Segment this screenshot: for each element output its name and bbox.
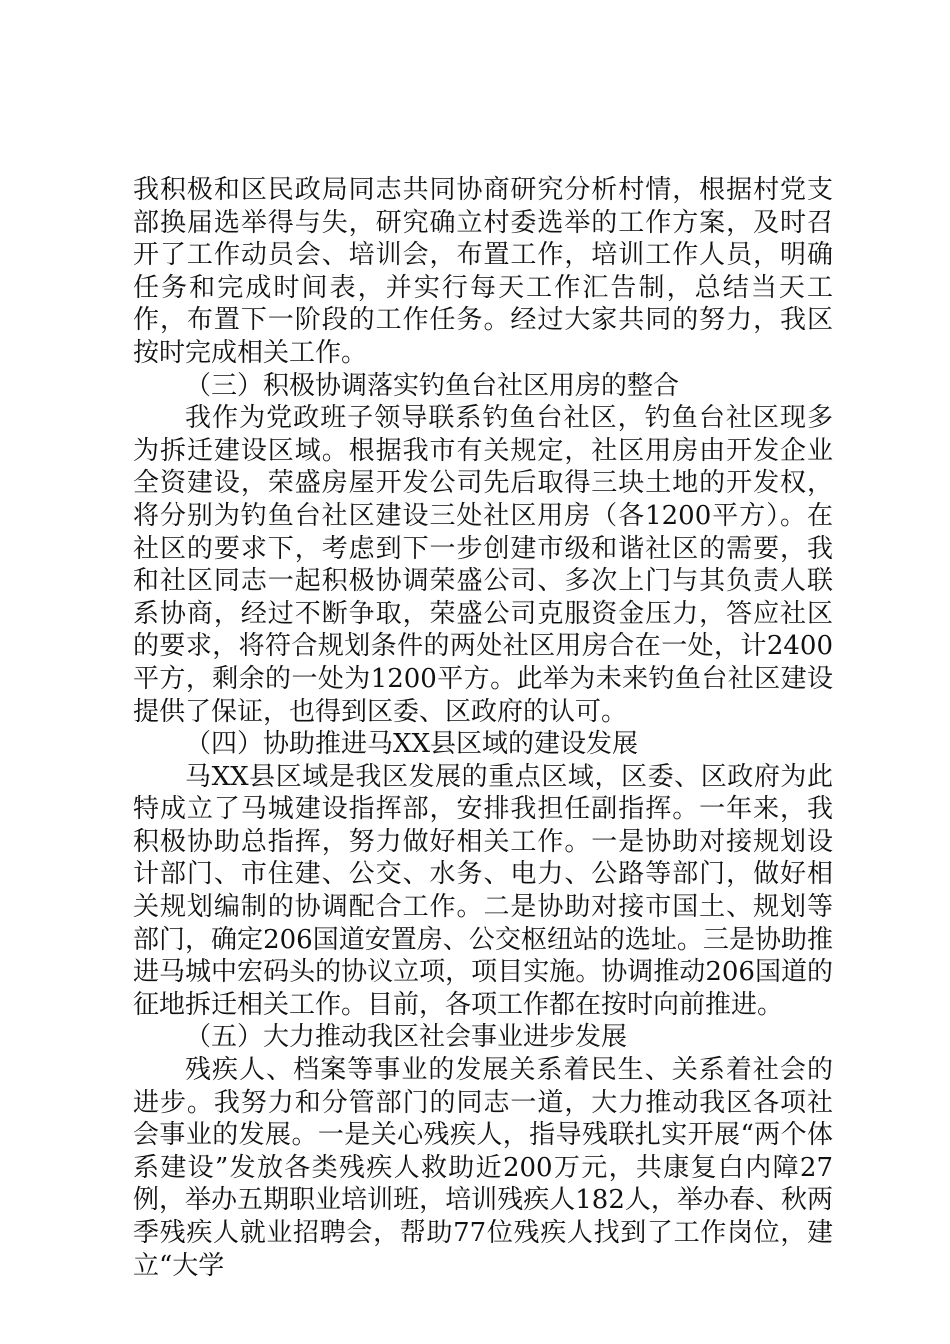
section-heading-4: （四）协助推进马XX县区域的建设发展 (185, 729, 639, 760)
section-heading-5: （五）大力推动我区社会事业进步发展 (185, 1022, 628, 1053)
paragraph-section-3: 我作为党政班子领导联系钓鱼台社区，钓鱼台社区现多为拆迁建设区域。根据我市有关规定，社区用房由开发企业全资建设，荣盛房屋开发公司先后取得三块土地的开发权，将分别为钓鱼台社区建设三处社区用房（各1200平方）。在社区的要求下，考虑到下一步创建市级和谐社区的需要，我和社区同志一起积极协调荣盛公司、多次上门与其负责人联系协商，经过不断争取，荣盛公司克服资金压力，答应社区的要求，将符合规划条件的两处社区用房合在一处，计2400平方，剩余的一处为1200平方。此举为未来钓鱼台社区建设提供了保证，也得到区委、区政府的认可。 (133, 403, 833, 727)
document-body (133, 174, 833, 1282)
paragraph-continuation: 我积极和区民政局同志共同协商研究分析村情，根据村党支部换届选举得与失，研究确立村委选举的工作方案，及时召开了工作动员会、培训会，布置工作，培训工作人员，明确任务和完成时间表，并实行每天工作汇告制，总结当天工作，布置下一阶段的工作任务。经过大家共同的努力，我区按时完成相关工作。 (133, 175, 833, 368)
section-heading-3: （三）积极协调落实钓鱼台社区用房的整合 (185, 370, 680, 401)
paragraph-section-4: 马XX县区域是我区发展的重点区域，区委、区政府为此特成立了马城建设指挥部，安排我担任副指挥。一年来，我积极协助总指挥，努力做好相关工作。一是协助对接规划设计部门、市住建、公交、水务、电力、公路等部门，做好相关规划编制的协调配合工作。二是协助对接市国土、规划等部门，确定206国道安置房、公交枢纽站的选址。三是协助推进马城中宏码头的协议立项，项目实施。协调推动206国道的征地拆迁相关工作。目前，各项工作都在按时向前推进。 (133, 761, 833, 1020)
paragraph-section-5: 残疾人、档案等事业的发展关系着民生、关系着社会的进步。我努力和分管部门的同志一道，大力推动我区各项社会事业的发展。一是关心残疾人，指导残联扎实开展“两个体系建设”发放各类残疾人救助近200万元，共康复白内障27例，举办五期职业培训班，培训残疾人182人，举办春、秋两季残疾人就业招聘会，帮助77位残疾人找到了工作岗位，建立“大学 (133, 1055, 833, 1281)
